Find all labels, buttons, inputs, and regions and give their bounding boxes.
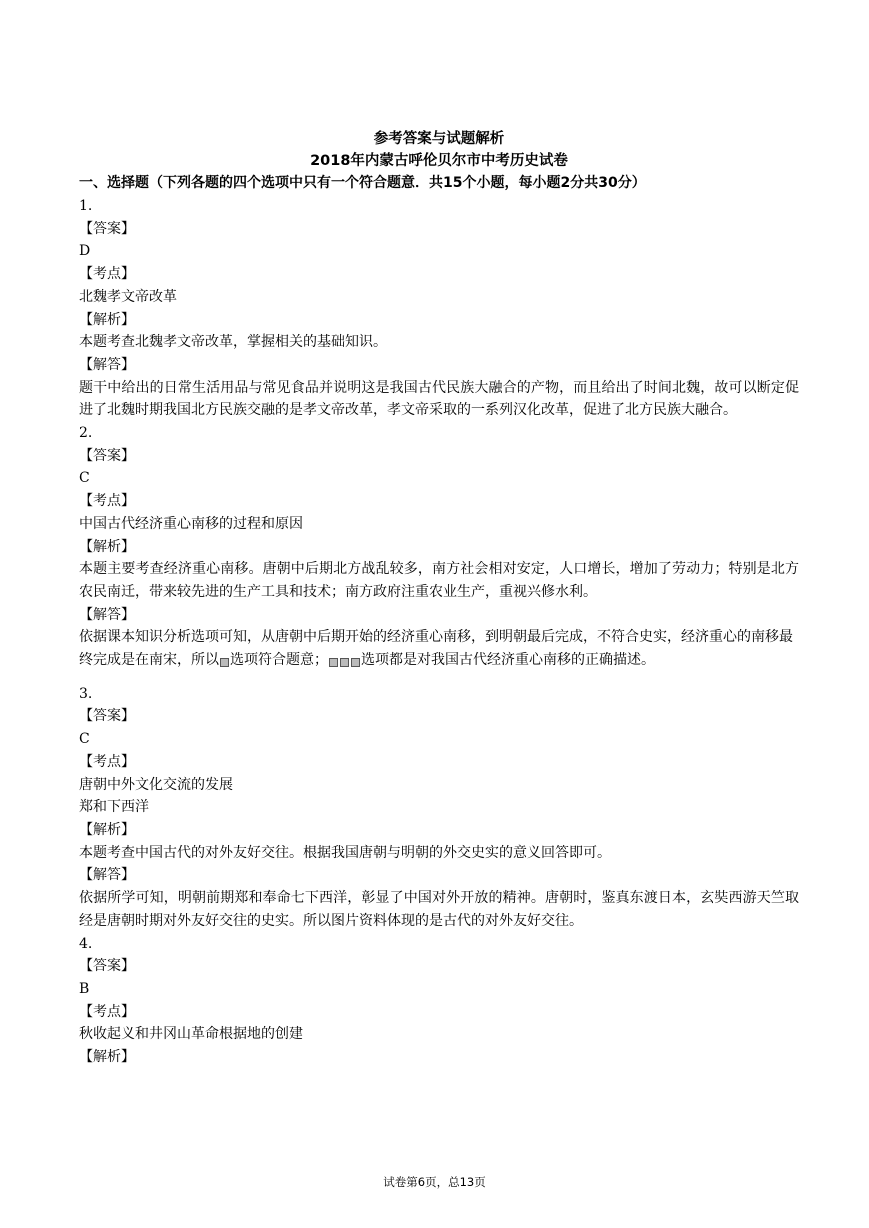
answer-label: 【答案】 (79, 958, 135, 975)
solution-part-a: 依据课本知识分析选项可知，从唐朝中后期开始的经济重心南移，到明朝最后完成，不符合史实，经济重心的南移最终完成是在南宋，所以 (79, 629, 793, 669)
solution-text: 题干中给出的日常生活用品与常见食品并说明这是我国古代民族大融合的产物，而且给出了时间北魏，故可以断定促进了北魏时期我国北方民族交融的是孝文帝改革，孝文帝采取的一系列汉化改革，促进了北方民族大融合。 (79, 379, 799, 419)
point-text: 唐朝中外文化交流的发展 (79, 776, 233, 793)
analysis-label: 【解析】 (79, 821, 135, 838)
analysis-label: 【解析】 (79, 538, 135, 555)
option-placeholder-icon (220, 658, 229, 667)
section-heading: 一、选择题（下列各题的四个选项中只有一个符合题意．共15个小题，每小题2分共30分） (79, 175, 646, 191)
solution-label: 【解答】 (79, 867, 135, 884)
point-label: 【考点】 (79, 493, 135, 510)
solution-text: 依据所学可知，明朝前期郑和奉命七下西洋，彰显了中国对外开放的精神。唐朝时，鉴真东渡日本，玄奘西游天竺取经是唐朝时期对外友好交往的史实。所以图片资料体现的是古代的对外友好交往。 (79, 890, 799, 929)
point-label: 【考点】 (79, 753, 135, 770)
solution-part-c: 选项都是对我国古代经济重心南移的正确描述。 (361, 652, 655, 669)
point-text: 中国古代经济重心南移的过程和原因 (79, 515, 303, 532)
answer-value: D (79, 243, 91, 260)
solution-label: 【解答】 (79, 606, 135, 623)
analysis-text: 本题主要考查经济重心南移。唐朝中后期北方战乱较多，南方社会相对安定，人口增长，增加了劳动力；特别是北方农民南迁，带来较先进的生产工具和技术；南方政府注重农业生产，重视兴修水利。 (79, 561, 799, 600)
option-placeholder-icon (329, 658, 338, 667)
question-number: 1. (79, 198, 93, 214)
answer-label: 【答案】 (79, 708, 135, 725)
question-number: 2. (79, 425, 93, 442)
analysis-text: 本题考查北魏孝文帝改革，掌握相关的基础知识。 (79, 334, 387, 351)
analysis-label: 【解析】 (79, 1049, 135, 1066)
question-1 (79, 195, 799, 422)
option-placeholder-icon (340, 658, 349, 667)
doc-title: 参考答案与试题解析 (373, 131, 505, 147)
question-2 (79, 422, 799, 672)
point-label: 【考点】 (79, 266, 135, 283)
point-text: 秋收起义和井冈山革命根据地的创建 (79, 1026, 303, 1043)
point-label: 【考点】 (79, 1003, 135, 1020)
solution-part-b: 选项符合题意； (230, 652, 328, 669)
solution-label: 【解答】 (79, 356, 135, 373)
analysis-label: 【解析】 (79, 311, 135, 328)
option-placeholder-icon (351, 658, 360, 667)
document-body (79, 128, 799, 1069)
exam-title: 2018年内蒙古呼伦贝尔市中考历史试卷 (310, 153, 568, 169)
question-4 (79, 933, 799, 1069)
solution-text (79, 626, 799, 671)
answer-label: 【答案】 (79, 220, 135, 237)
point-text: 北魏孝文帝改革 (79, 288, 177, 305)
answer-value: B (79, 980, 90, 997)
point-text: 郑和下西洋 (79, 799, 149, 816)
question-number: 3. (79, 685, 93, 702)
answer-label: 【答案】 (79, 447, 135, 464)
analysis-text: 本题考查中国古代的对外友好交往。根据我国唐朝与明朝的外交史实的意义回答即可。 (79, 844, 611, 861)
answer-value: C (79, 731, 90, 748)
question-number: 4. (79, 935, 93, 952)
question-3 (79, 683, 799, 933)
page-footer: 试卷第6页，总13页 (383, 1175, 486, 1189)
answer-value: C (79, 470, 90, 487)
